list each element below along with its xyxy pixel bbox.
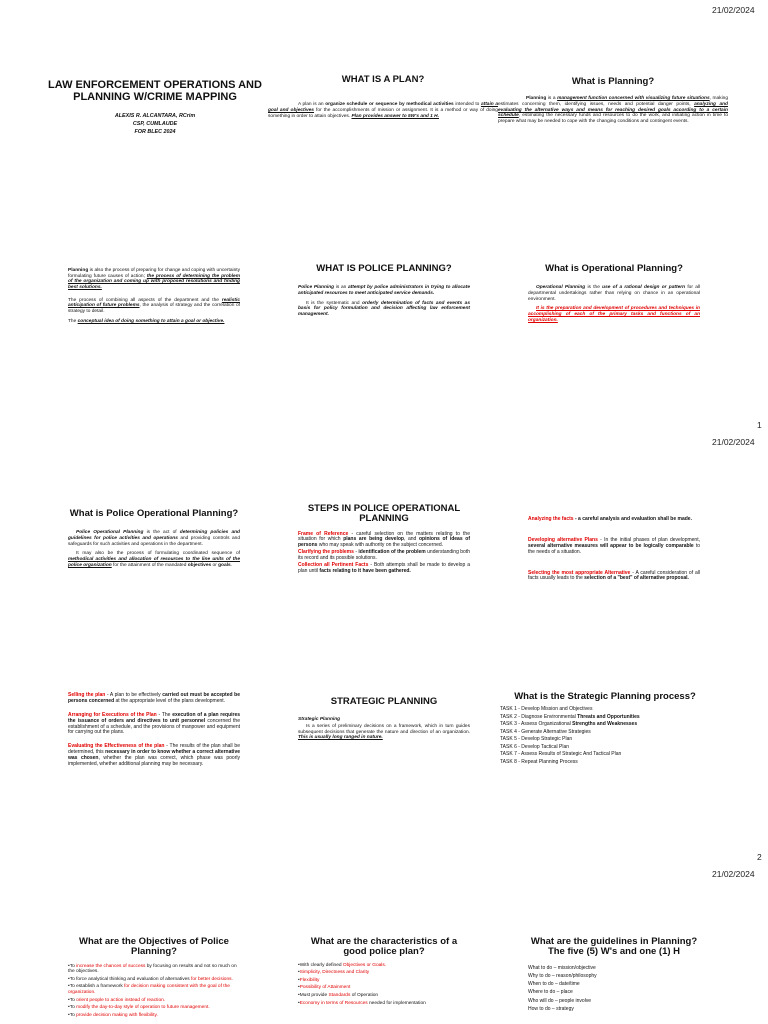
guideline-item: What to do – mission/objective [528,964,596,971]
list-item [68,964,240,975]
slide-strategic-planning [298,697,470,745]
paragraph: The conceptual idea of doing something to attain a goal or objective. [68,318,225,324]
slide-title: What are the guidelines in Planning? The five (5) W's and one (1) H [530,936,698,958]
bullet-icon: • [298,962,300,968]
slide-title: What is Police Operational Planning? [69,508,239,519]
item-highlight: increase the chances of success [76,963,146,969]
slide-what-is-police-operational-planning [68,509,240,572]
slide-title: WHAT IS A PLAN? [341,74,425,85]
item-highlight: provide decision making with flexibility. [76,1013,158,1019]
paragraph: Police Planning is an attempt by police administrators in trying to allocate anticipated resources to meet anticipated service demands. [298,285,470,296]
list-item [298,985,470,991]
list-item [298,963,470,969]
step-item: Collection all Pertinent Facts - Both attempts shall be made to develop a plan until facts relating to it have been gathered. [298,561,470,574]
paragraph: Is a series of preliminary decisions on a framework, which in turn guides subsequent decisions that generate the nature and direction of an organization. This is usually long ranged in nature. [298,723,470,741]
slide-what-is-planning [498,77,728,129]
item-text: To establish a framework [69,984,125,990]
list-item [68,977,240,983]
bullet-icon: • [298,977,300,983]
task-item [500,730,710,736]
item-text: To [69,1013,77,1019]
bullet-icon: • [298,1000,300,1006]
task-item [500,707,710,713]
paragraph: It is the preparation and development of procedures and techniques in accomplishing of each of the primary tasks and functions of an organization. [528,306,700,323]
slide-planning-process [68,268,240,328]
task-item [500,760,710,766]
author-purpose: FOR BLEC 2024 [134,128,176,135]
bullet-icon: • [68,976,70,982]
task-text: TASK 4 - Generate Alternative Strategies [500,728,591,735]
bullet-icon: • [298,993,300,999]
slide-title: What is Planning? [571,76,655,87]
list-item [68,1013,240,1019]
author-credential: CSP, CUMLAUDE [132,120,178,127]
task-item [500,737,710,743]
task-item [500,745,710,751]
task-text: TASK 1 - Develop Mission and Objectives [500,706,593,713]
list-item [68,984,240,995]
task-text: TASK 2 - Diagnose Environmental [500,713,578,720]
item-text: To [69,997,77,1003]
item-highlight: Flexibility [299,977,320,983]
slide-steps-continued [528,517,700,586]
item-text: Must provide [299,993,329,999]
task-emphasis: Strengths and Weaknesses [572,721,638,728]
slide-title: STRATEGIC PLANNING [330,696,438,707]
slide-title: What is the Strategic Planning process? [514,691,696,702]
slide-title: What is Operational Planning? [545,263,683,274]
list-item [298,978,470,984]
slide-guidelines-in-planning [528,937,700,1015]
page-date: 21/02/2024 [712,869,755,879]
slide-title-page [40,80,270,136]
slide-what-is-police-planning [298,264,470,322]
page-number: 2 [757,852,762,862]
slide-title: STEPS IN POLICE OPERATIONAL PLANNING [307,503,461,525]
planning-definition: Planning is a management function concerned with visualizing future situations, making estimates concerning them, identifying issues, needs and potential danger points, analyzing and evaluating the alternative ways and means for reaching desired goals according to a certain schedule, estimating the necessary funds and resources to do the work, and initiating action in time to prepare what may be needed to cope with the changing conditions and contingent events. [498,96,728,124]
list-item [68,1005,240,1011]
step-item: Selling the plan - A plan to be effectively carried out must be accepted be persons concerned at the appropriate level of the plans development. [68,692,240,704]
guidelines-list [528,966,700,1013]
subtitle: Strategic Planning [298,717,341,723]
paragraph: It may also be the process of formulating coordinated sequence of methodical activities and allocation of resources to the line units of the police organization for the attainment of the mandated objectives or goals. [68,551,240,568]
item-highlight: for better decisions. [191,976,233,982]
slide-objectives-of-police-planning [68,937,240,1021]
plan-definition: A plan is an organize schedule or sequence by methodical activities intended to attain a goal and objectives for the accomplishments of mission or assignment. It is a method or way of doing something in order to attain objectives. Plan provides answer to 5W's and 1 H. [268,102,498,119]
step-item: Arranging for Executions of the Plan - The execution of a plan requires the issuance of orders and directives to unit personnel concerned the establishment of a schedule, and the provisions of manpower and equipment for carrying out the plans. [68,711,241,736]
guideline-item: When to do – date/time [528,981,580,988]
slide-what-is-a-plan [268,75,498,123]
paragraph: Planning is also the process of preparing for change and coping with uncertainty formulating future causes of action; the process of determining the problem of the organization and coming up with proposed resolutions and finding best solutions. [68,268,240,290]
guideline-item: How to do – strategy [528,1005,574,1012]
bullet-icon: • [68,1013,70,1019]
task-item [500,722,710,728]
paragraph: Operational Planning is the use of a rational design or pattern for all departmental undertakings rather than relying on chance in an operational environment. [528,285,700,302]
item-text: of Operation [350,993,379,999]
slide-strategic-planning-process [500,692,710,767]
slide-title: LAW ENFORCEMENT OPERATIONS AND PLANNING W/CRIME MAPPING [48,79,262,103]
guideline-item: Why to do – reason/philosophy [528,972,597,979]
paragraph: It is the systematic and orderly determination of facts and events as basis for policy formulation and decision affecting law enforcement management. [298,300,471,317]
item-highlight: Objectives or Goals. [342,962,387,968]
item-highlight: Economy in terms of Resources [299,1000,368,1006]
step-item: Selecting the most appropriate Alternative - A careful consideration of all facts usually leads to the selection of a "best" of alternative proposal. [528,569,700,582]
slide-title: What are the Objectives of Police Planning? [79,936,229,958]
paragraph: Police Operational Planning is the act of determining policies and guidelines for police activities and operations and providing controls and safeguards for such activities and operations in the department. [68,530,240,547]
item-highlight: modify the day-to-day style of operation to future management. [76,1005,210,1011]
item-text: To [69,963,77,969]
item-highlight: for decision making consistent with the goal of the organization. [68,984,230,996]
characteristics-list [298,963,470,1007]
item-text: by focusing on results and not so much on the objectives. [68,963,237,975]
item-text: needed for implementation [367,1000,426,1006]
list-item [298,970,470,976]
task-list [500,707,710,765]
slide-steps-final [68,693,240,772]
slide-steps-in-operational-planning [298,504,470,579]
slide-title: WHAT IS POLICE PLANNING? [316,263,452,274]
step-item: Evaluating the Effectiveness of the plan - The results of the plan shall be determined, this necessary in order to know whether a correct alternative was chosen, whether the plan was correct, which phase was poorly implemented, whether additional planning may be necessary. [68,743,241,768]
list-item [298,1001,470,1007]
page-date: 21/02/2024 [712,5,755,15]
item-highlight: Possibility of Attainment [299,985,351,991]
task-item [500,715,710,721]
page-number: 1 [757,420,762,430]
guideline-item: Where to do – place [528,989,573,996]
item-text: To [69,1005,77,1011]
task-text: TASK 7 - Assess Results of Strategic And Tactical Plan [500,751,622,758]
slide-title: What are the characteristics of a good police plan? [310,936,458,958]
item-highlight: Standards [328,993,351,999]
task-text: TASK 8 - Repeat Planning Process [500,758,578,765]
bullet-icon: • [68,1005,70,1011]
item-highlight: orient people to action instead of reaction. [76,997,166,1003]
task-item [500,752,710,758]
item-text: To force analytical thinking and evaluation of alternatives [69,976,192,982]
slide-what-is-operational-planning [528,264,700,327]
list-item [298,993,470,999]
task-text: TASK 6 - Develop Tactical Plan [500,743,570,750]
step-item: Clarifying the problems - identification of the problem understanding both its record and its possible solutions. [298,549,470,562]
author-name: ALEXIS R. ALCANTARA, RCrim [114,112,196,119]
objectives-list [68,964,240,1019]
page-date: 21/02/2024 [712,437,755,447]
task-text: TASK 5 - Develop Strategic Plan [500,736,573,743]
item-highlight: Simplicity, Directness and Clarity [299,970,370,976]
bullet-icon: • [298,985,300,991]
task-text: TASK 3 - Assess Organizational [500,721,573,728]
list-item [68,998,240,1004]
paragraph: The process of combining all aspects of the department and the realistic anticipation of future problems, the analysis of strategy and the correlation of strategy to detail. [68,297,240,314]
step-item: Frame of Reference - careful selection on the matters relating to the situation for which plans are being develop, and opinions of ideas of persons who may speak with authority on the subject concerned. [298,530,470,549]
step-item: Developing alternative Plans - In the initial phases of plan development, several alternative measures will appear to be logically comparable to the needs of a situation. [528,536,701,555]
task-emphasis: Threats and Opportunities [577,713,640,720]
bullet-icon: • [68,963,70,969]
slide-characteristics-good-plan [298,937,470,1008]
step-item: Analyzing the facts - a careful analysis and evaluation shall be made. [528,516,692,522]
bullet-icon: • [68,984,70,990]
bullet-icon: • [68,997,70,1003]
item-text: With clearly defined [299,962,343,968]
guideline-item: Who will do – people involve [528,997,592,1004]
bullet-icon: • [298,970,300,976]
